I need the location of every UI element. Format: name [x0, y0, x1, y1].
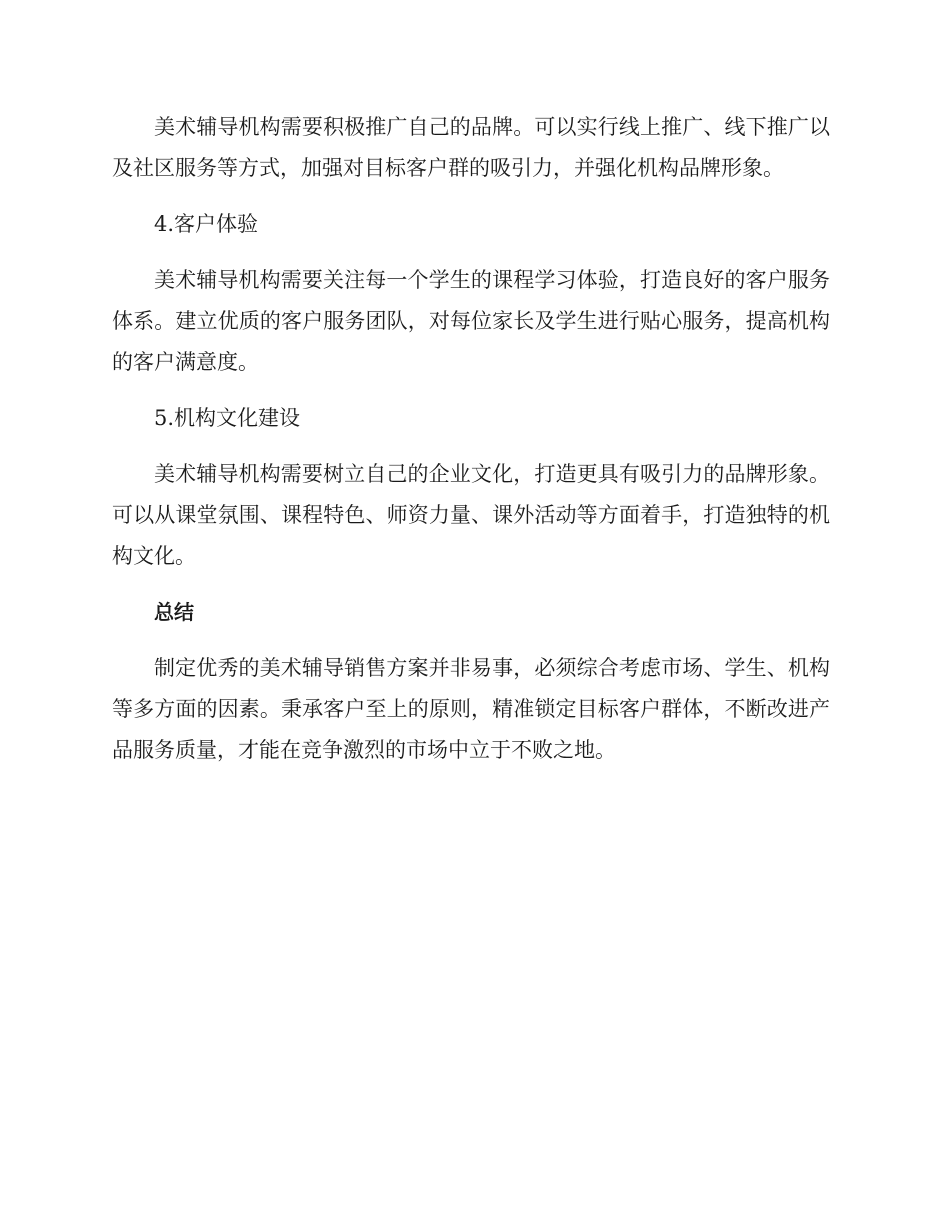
heading-customer-experience: 4.客户体验: [154, 212, 259, 236]
paragraph-summary: 制定优秀的美术辅导销售方案并非易事，必须综合考虑市场、学生、机构等多方面的因素。秉承客户至上的原则，精准锁定目标客户群体，不断改进产品服务质量，才能在竞争激烈的市场中立于不败之地。: [112, 656, 830, 762]
document-body: [112, 107, 830, 786]
paragraph-brand-promotion: 美术辅导机构需要积极推广自己的品牌。可以实行线上推广、线下推广以及社区服务等方式，加强对目标客户群的吸引力，并强化机构品牌形象。: [112, 115, 830, 180]
paragraph-institution-culture: 美术辅导机构需要树立自己的企业文化，打造更具有吸引力的品牌形象。可以从课堂氛围、课程特色、师资力量、课外活动等方面着手，打造独特的机构文化。: [112, 462, 830, 568]
heading-institution-culture: 5.机构文化建设: [154, 406, 301, 430]
paragraph-customer-experience: 美术辅导机构需要关注每一个学生的课程学习体验，打造良好的客户服务体系。建立优质的客户服务团队，对每位家长及学生进行贴心服务，提高机构的客户满意度。: [112, 268, 830, 374]
heading-summary: 总结: [154, 600, 194, 624]
